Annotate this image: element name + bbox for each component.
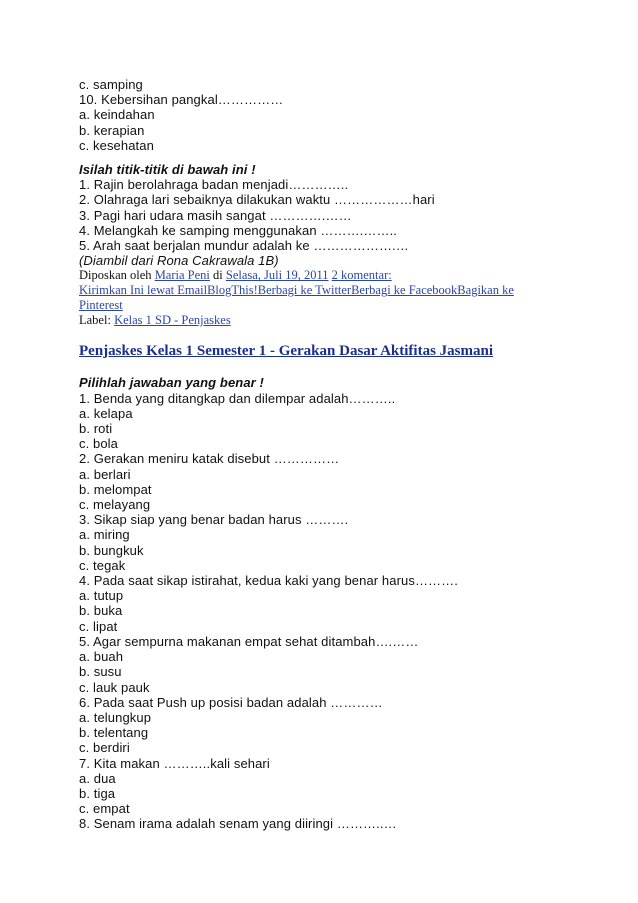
answer-option: a. dua [79,770,116,786]
at-label: di [213,268,223,283]
text-line: a. keindahan [79,107,155,123]
section-heading: Isilah titik-titik di bawah ini ! [79,162,256,178]
question-line: 4. Pada saat sikap istirahat, kedua kaki yang benar harus………. [79,573,458,589]
question-list [79,391,549,832]
answer-option: a. telungkup [79,709,152,725]
fill-in-section [79,162,549,268]
answer-option: b. bungkuk [79,542,144,558]
answer-option: a. buah [79,649,124,665]
answer-option: c. lauk pauk [79,679,150,695]
answer-option: b. buka [79,603,123,619]
text-line: 10. Kebersihan pangkal…………… [79,92,284,108]
document-page [79,77,549,832]
answer-option: b. tiga [79,785,116,801]
answer-option: c. empat [79,801,130,817]
answer-option: b. susu [79,664,122,680]
text-line: 4. Melangkah ke samping menggunakan ……….…….. [79,222,397,238]
answer-option: c. lipat [79,618,118,634]
answer-option: c. melayang [79,497,151,513]
previous-answers-block [79,77,549,153]
author-link[interactable]: Maria Peni [154,268,210,283]
answer-option: a. miring [79,527,130,543]
answer-option: c. berdiri [79,740,130,756]
answer-option: c. bola [79,436,119,452]
text-line: 2. Olahraga lari sebaiknya dilakukan waktu ………………hari [79,192,435,208]
label-prefix: Label: [79,313,111,328]
comments-link[interactable]: 2 komentar: [331,268,392,283]
answer-option: b. telentang [79,725,149,741]
share-links-line [79,283,549,313]
answer-option: b. roti [79,421,113,437]
text-line: 3. Pagi hari udara masih sangat ………….…… [79,207,352,223]
source-note: (Diambil dari Rona Cakrawala 1B) [79,253,279,269]
date-link[interactable]: Selasa, Juli 19, 2011 [225,268,329,283]
answer-option: c. tegak [79,557,126,573]
question-line: 1. Benda yang ditangkap dan dilempar adalah……….. [79,390,396,406]
text-line: c. kesehatan [79,137,154,153]
answer-option: a. tutup [79,588,124,604]
text-line: c. samping [79,77,143,92]
question-line: 7. Kita makan ………..kali sehari [79,755,270,771]
answer-option: b. melompat [79,481,152,497]
text-line: b. kerapian [79,122,145,138]
label-link[interactable]: Kelas 1 SD - Penjaskes [114,313,231,328]
question-line: 3. Sikap siap yang benar badan harus ………. [79,512,349,528]
answer-option: a. berlari [79,466,131,482]
multiple-choice-section [79,375,549,831]
post-title-link[interactable]: Penjaskes Kelas 1 Semester 1 - Gerakan Dasar Aktifitas Jasmani [79,343,494,360]
posted-by-label: Diposkan oleh [79,268,152,283]
answer-option: a. kelapa [79,405,133,421]
posted-by-line [79,268,549,283]
post-meta [79,268,549,328]
section-heading: Pilihlah jawaban yang benar ! [79,375,264,391]
label-line [79,313,549,328]
question-line: 2. Gerakan meniru katak disebut …………… [79,451,340,467]
question-line: 6. Pada saat Push up posisi badan adalah ………… [79,694,383,710]
question-line: 8. Senam irama adalah senam yang diiringi ………..… [79,816,397,832]
share-links[interactable]: Kirimkan Ini lewat EmailBlogThis!Berbagi ke TwitterBerbagi ke FacebookBagikan ke Pinterest [79,283,514,313]
text-line: 5. Arah saat berjalan mundur adalah ke ……………….… [79,238,409,254]
question-line: 5. Agar sempurna makanan empat sehat ditambah….…… [79,633,419,649]
text-line: 1. Rajin berolahraga badan menjadi………….. [79,177,349,193]
